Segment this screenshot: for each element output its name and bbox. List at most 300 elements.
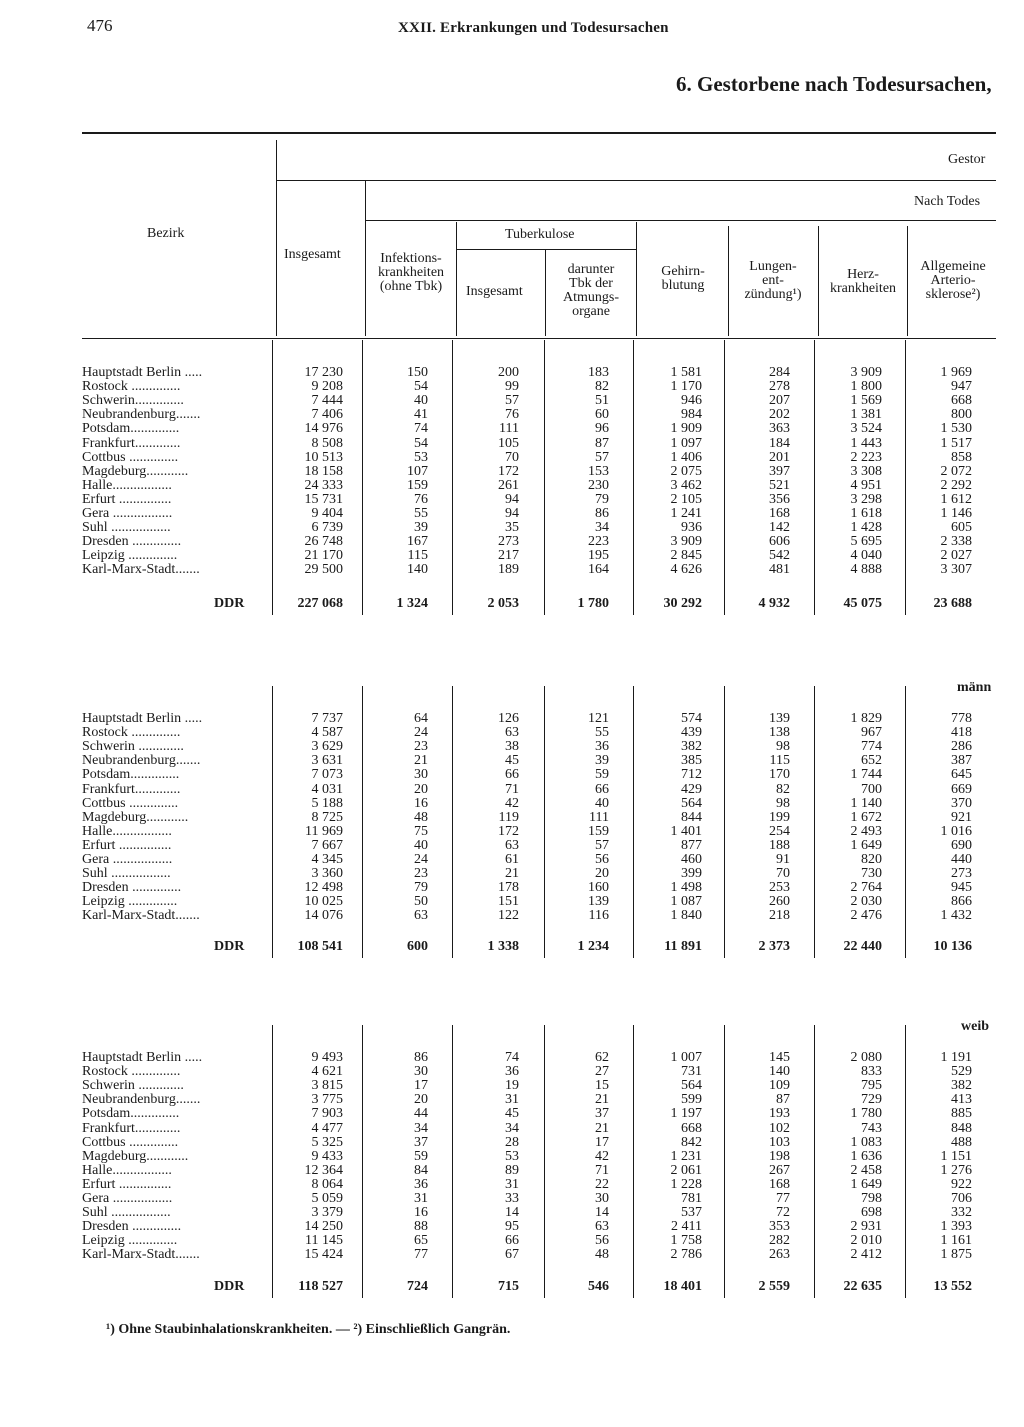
cell-value: 4 040: [850, 548, 882, 564]
cell-value: 34: [595, 520, 609, 536]
header-bezirk: Bezirk: [147, 226, 185, 241]
cell-value: 17: [595, 1134, 609, 1150]
total-value: 1 234: [577, 939, 609, 954]
cell-value: 1 087: [670, 894, 702, 910]
cell-value: 159: [407, 477, 428, 493]
bezirk-name: Erfurt ...............: [82, 1176, 172, 1192]
cell-value: 102: [769, 1120, 790, 1136]
cell-value: 87: [776, 1092, 790, 1108]
cell-value: 3 631: [311, 753, 343, 769]
cell-value: 188: [769, 837, 790, 853]
header-lungen-line: zündung¹): [744, 287, 802, 302]
cell-value: 1 443: [850, 435, 882, 451]
table-row: [0, 1150, 1024, 1164]
table-row: [0, 1051, 1024, 1065]
cell-value: 3 462: [670, 477, 702, 493]
cell-value: 1 097: [670, 435, 702, 451]
cell-value: 253: [769, 880, 790, 896]
cell-value: 1 672: [850, 809, 882, 825]
bezirk-name: Frankfurt.............: [82, 435, 181, 451]
cell-value: 2 027: [940, 548, 972, 564]
cell-value: 267: [769, 1162, 790, 1178]
table-row: [0, 394, 1024, 408]
total-label: DDR: [214, 1279, 245, 1294]
cell-value: 15 731: [304, 491, 343, 507]
cell-value: 16: [414, 795, 428, 811]
total-value: 724: [407, 1279, 428, 1294]
table-row: [0, 465, 1024, 479]
cell-value: 35: [505, 520, 519, 536]
bezirk-name: Hauptstadt Berlin .....: [82, 1050, 203, 1065]
cell-value: 71: [595, 1162, 609, 1178]
cell-value: 440: [951, 852, 972, 867]
cell-value: 9 208: [311, 379, 343, 395]
bezirk-name: Dresden ..............: [82, 1219, 182, 1235]
cell-value: 54: [414, 435, 428, 451]
table-row: [0, 754, 1024, 768]
cell-value: 1 840: [670, 908, 702, 924]
cell-value: 9 433: [311, 1148, 343, 1164]
cell-value: 10 513: [304, 449, 343, 465]
cell-value: 84: [414, 1162, 428, 1178]
cell-value: 1 231: [670, 1148, 702, 1164]
cell-value: 1 140: [850, 795, 882, 811]
bezirk-name: Neubrandenburg.......: [82, 407, 201, 423]
cell-value: 1 401: [670, 823, 702, 839]
total-value: 600: [407, 939, 428, 954]
cell-value: 4 626: [670, 562, 702, 578]
cell-value: 14 076: [304, 908, 343, 924]
cell-value: 57: [595, 449, 609, 465]
cell-value: 111: [589, 809, 609, 825]
cell-value: 778: [951, 711, 972, 726]
cell-value: 1 800: [850, 379, 882, 395]
cell-value: 1 016: [940, 823, 972, 839]
cell-value: 706: [951, 1191, 972, 1206]
cell-value: 86: [414, 1050, 428, 1065]
cell-value: 14: [595, 1205, 609, 1221]
cell-value: 370: [951, 795, 972, 811]
cell-value: 82: [776, 781, 790, 797]
cell-value: 1 618: [850, 506, 882, 521]
cell-value: 109: [769, 1078, 790, 1094]
total-label: DDR: [214, 596, 245, 611]
cell-value: 24: [414, 852, 428, 867]
bezirk-name: Cottbus ..............: [82, 795, 179, 811]
cell-value: 29 500: [304, 562, 343, 578]
cell-value: 59: [414, 1148, 428, 1164]
cell-value: 202: [769, 407, 790, 423]
cell-value: 605: [951, 520, 972, 536]
cell-value: 698: [861, 1205, 882, 1221]
cell-value: 2 493: [850, 823, 882, 839]
cell-value: 4 621: [311, 1064, 343, 1080]
cell-value: 1 241: [670, 506, 702, 521]
table-row: [0, 825, 1024, 839]
cell-value: 65: [414, 1233, 428, 1249]
cell-value: 140: [407, 562, 428, 578]
table-row: [0, 1234, 1024, 1248]
cell-value: 95: [505, 1219, 519, 1235]
bezirk-name: Magdeburg............: [82, 809, 189, 825]
cell-value: 1 780: [850, 1106, 882, 1122]
header-arterio-line: Arterio-: [930, 273, 976, 288]
header-lungen: [730, 260, 816, 302]
cell-value: 387: [951, 753, 972, 769]
cell-value: 2 010: [850, 1233, 882, 1249]
cell-value: 53: [414, 449, 428, 465]
header-infektion: [368, 252, 454, 294]
header-divider-insgesamt: [365, 180, 366, 336]
cell-value: 21: [595, 1120, 609, 1136]
cell-value: 353: [769, 1219, 790, 1235]
cell-value: 77: [414, 1247, 428, 1263]
cell-value: 21: [595, 1092, 609, 1108]
cell-value: 833: [861, 1064, 882, 1080]
cell-value: 2 223: [850, 449, 882, 465]
total-value: 227 068: [297, 596, 343, 611]
header-rule-tuberkulose: [456, 249, 636, 250]
total-value: 1 338: [487, 939, 519, 954]
cell-value: 363: [769, 421, 790, 437]
cell-value: 413: [951, 1092, 972, 1108]
cell-value: 1 432: [940, 908, 972, 924]
cell-value: 193: [769, 1106, 790, 1122]
total-value: 1 324: [396, 596, 428, 611]
cell-value: 3 775: [311, 1092, 343, 1108]
cell-value: 820: [861, 852, 882, 867]
total-value: 546: [588, 1279, 609, 1294]
table-row: [0, 1192, 1024, 1206]
cell-value: 172: [498, 463, 519, 479]
cell-value: 121: [588, 711, 609, 726]
cell-value: 28: [505, 1134, 519, 1150]
cell-value: 1 969: [940, 365, 972, 380]
table-row: [0, 1136, 1024, 1150]
cell-value: 4 587: [311, 725, 343, 741]
cell-value: 668: [951, 393, 972, 409]
cell-value: 947: [951, 379, 972, 395]
cell-value: 31: [505, 1176, 519, 1192]
cell-value: 606: [769, 534, 790, 550]
bezirk-name: Dresden ..............: [82, 880, 182, 896]
cell-value: 1 228: [670, 1176, 702, 1192]
total-value: 2 053: [487, 596, 519, 611]
cell-value: 1 569: [850, 393, 882, 409]
page-number: 476: [87, 16, 113, 35]
cell-value: 116: [588, 908, 609, 924]
table-title: 6. Gestorbene nach Todesursachen,: [676, 72, 992, 96]
cell-value: 172: [498, 823, 519, 839]
bezirk-name: Neubrandenburg.......: [82, 1092, 201, 1108]
cell-value: 260: [769, 894, 790, 910]
cell-value: 2 061: [670, 1162, 702, 1178]
cell-value: 63: [595, 1219, 609, 1235]
cell-value: 1 007: [670, 1050, 702, 1065]
table-row: [0, 1107, 1024, 1121]
bezirk-name: Rostock ..............: [82, 379, 181, 395]
table-row: [0, 1079, 1024, 1093]
cell-value: 96: [595, 421, 609, 437]
table-row: [0, 867, 1024, 881]
cell-value: 20: [595, 866, 609, 882]
cell-value: 4 951: [850, 477, 882, 493]
bezirk-name: Suhl .................: [82, 520, 171, 536]
total-value: 11 891: [664, 939, 702, 954]
table-row: [0, 563, 1024, 577]
cell-value: 460: [681, 852, 702, 867]
cell-value: 729: [861, 1092, 882, 1108]
cell-value: 34: [414, 1120, 428, 1136]
cell-value: 1 875: [940, 1247, 972, 1263]
cell-value: 6 739: [311, 520, 343, 536]
cell-value: 5 325: [311, 1134, 343, 1150]
cell-value: 4 031: [311, 781, 343, 797]
table-row: [0, 549, 1024, 563]
header-insgesamt: Insgesamt: [284, 247, 341, 262]
cell-value: 200: [498, 365, 519, 380]
cell-value: 3 360: [311, 866, 343, 882]
cell-value: 17: [414, 1078, 428, 1094]
cell-value: 164: [588, 562, 609, 578]
header-rule-nach-todes: [365, 220, 996, 221]
cell-value: 1 498: [670, 880, 702, 896]
cell-value: 284: [769, 365, 790, 380]
section-label-weiblich: weib: [961, 1019, 989, 1034]
cell-value: 263: [769, 1247, 790, 1263]
cell-value: 429: [681, 781, 702, 797]
cell-value: 142: [769, 520, 790, 536]
cell-value: 48: [414, 809, 428, 825]
cell-value: 921: [951, 809, 972, 825]
cell-value: 30: [414, 767, 428, 783]
cell-value: 844: [681, 809, 702, 825]
section-label-maennlich: männ: [957, 680, 992, 695]
total-value: 2 373: [758, 939, 790, 954]
bezirk-name: Schwerin .............: [82, 739, 184, 755]
total-row: [0, 940, 1024, 954]
cell-value: 7 667: [311, 837, 343, 853]
cell-value: 8 725: [311, 809, 343, 825]
cell-value: 160: [588, 880, 609, 896]
cell-value: 537: [681, 1205, 702, 1221]
cell-value: 50: [414, 894, 428, 910]
cell-value: 14: [505, 1205, 519, 1221]
bezirk-name: Rostock ..............: [82, 1064, 181, 1080]
cell-value: 36: [505, 1064, 519, 1080]
cell-value: 3 815: [311, 1078, 343, 1094]
cell-value: 800: [951, 407, 972, 423]
table-row: [0, 895, 1024, 909]
cell-value: 731: [681, 1064, 702, 1080]
cell-value: 2 786: [670, 1247, 702, 1263]
cell-value: 564: [681, 1078, 702, 1094]
bezirk-name: Magdeburg............: [82, 1148, 189, 1164]
cell-value: 42: [505, 795, 519, 811]
cell-value: 542: [769, 548, 790, 564]
cell-value: 99: [505, 379, 519, 395]
header-gehirn: [640, 265, 726, 293]
cell-value: 115: [407, 548, 428, 564]
cell-value: 57: [505, 393, 519, 409]
cell-value: 75: [414, 823, 428, 839]
table-row: [0, 1164, 1024, 1178]
cell-value: 218: [769, 908, 790, 924]
cell-value: 2 105: [670, 491, 702, 507]
cell-value: 5 188: [311, 795, 343, 811]
cell-value: 115: [769, 753, 790, 769]
bezirk-name: Cottbus ..............: [82, 1134, 179, 1150]
cell-value: 2 411: [671, 1219, 702, 1235]
cell-value: 45: [505, 1106, 519, 1122]
cell-value: 207: [769, 393, 790, 409]
cell-value: 3 298: [850, 491, 882, 507]
cell-value: 4 888: [850, 562, 882, 578]
cell-value: 217: [498, 548, 519, 564]
header-tbk-insgesamt: Insgesamt: [466, 284, 523, 299]
cell-value: 21: [414, 753, 428, 769]
table-row: [0, 1206, 1024, 1220]
cell-value: 14 976: [304, 421, 343, 437]
cell-value: 23: [414, 739, 428, 755]
cell-value: 1 083: [850, 1134, 882, 1150]
cell-value: 79: [595, 491, 609, 507]
cell-value: 261: [498, 477, 519, 493]
cell-value: 418: [951, 725, 972, 741]
cell-value: 521: [769, 477, 790, 493]
cell-value: 54: [414, 379, 428, 395]
cell-value: 39: [414, 520, 428, 536]
table-row: [0, 839, 1024, 853]
cell-value: 7 073: [311, 767, 343, 783]
cell-value: 24 333: [304, 477, 343, 493]
cell-value: 700: [861, 781, 882, 797]
header-nach-todes: Nach Todes: [914, 194, 981, 209]
header-herz: [819, 268, 907, 296]
cell-value: 781: [681, 1191, 702, 1206]
cell-value: 140: [769, 1064, 790, 1080]
bezirk-name: Dresden ..............: [82, 534, 182, 550]
cell-value: 1 612: [940, 491, 972, 507]
cell-value: 1 829: [850, 711, 882, 726]
total-value: 4 932: [758, 596, 790, 611]
table-row: [0, 1220, 1024, 1234]
cell-value: 382: [681, 739, 702, 755]
header-infektion-line: krankheiten: [377, 265, 445, 280]
cell-value: 795: [861, 1078, 882, 1094]
cell-value: 150: [407, 365, 428, 380]
cell-value: 167: [407, 534, 428, 550]
cell-value: 119: [498, 809, 519, 825]
cell-value: 5 059: [311, 1191, 343, 1206]
cell-value: 922: [951, 1176, 972, 1192]
cell-value: 122: [498, 908, 519, 924]
cell-value: 94: [505, 491, 519, 507]
total-row: [0, 597, 1024, 611]
cell-value: 15 424: [304, 1247, 343, 1263]
header-arterio-line: sklerose²): [925, 287, 981, 302]
bezirk-name: Magdeburg............: [82, 463, 189, 479]
table-row: [0, 521, 1024, 535]
cell-value: 89: [505, 1162, 519, 1178]
cell-value: 18 158: [304, 463, 343, 479]
cell-value: 88: [414, 1219, 428, 1235]
header-infektion-line: Infektions-: [380, 251, 442, 266]
header-herz-line: Herz-: [847, 267, 879, 282]
cell-value: 11 969: [305, 823, 343, 839]
table-row: [0, 783, 1024, 797]
cell-value: 286: [951, 739, 972, 755]
cell-value: 877: [681, 837, 702, 853]
cell-value: 42: [595, 1148, 609, 1164]
table-row: [0, 535, 1024, 549]
bezirk-name: Halle.................: [82, 1162, 172, 1178]
header-divider-herz: [907, 226, 908, 336]
cell-value: 178: [498, 880, 519, 896]
cell-value: 183: [588, 365, 609, 380]
cell-value: 9 493: [311, 1050, 343, 1065]
bezirk-name: Schwerin..............: [82, 393, 184, 409]
cell-value: 2 072: [940, 463, 972, 479]
cell-value: 885: [951, 1106, 972, 1122]
cell-value: 40: [414, 837, 428, 853]
cell-value: 44: [414, 1106, 428, 1122]
cell-value: 67: [505, 1247, 519, 1263]
cell-value: 79: [414, 880, 428, 896]
cell-value: 37: [595, 1106, 609, 1122]
cell-value: 848: [951, 1120, 972, 1136]
cell-value: 55: [595, 725, 609, 741]
cell-value: 1 581: [670, 365, 702, 380]
header-gestor: Gestor: [948, 152, 986, 167]
cell-value: 8 064: [311, 1176, 343, 1192]
header-darunter-line: organe: [572, 304, 610, 319]
cell-value: 30: [414, 1064, 428, 1080]
header-gehirn-line: Gehirn-: [661, 264, 705, 279]
bezirk-name: Suhl .................: [82, 1205, 171, 1221]
table-row: [0, 726, 1024, 740]
table-row: [0, 507, 1024, 521]
cell-value: 10 025: [304, 894, 343, 910]
cell-value: 945: [951, 880, 972, 896]
header-arterio: [909, 260, 997, 302]
cell-value: 168: [769, 1176, 790, 1192]
cell-value: 199: [769, 809, 790, 825]
total-value: 22 440: [843, 939, 882, 954]
cell-value: 40: [414, 393, 428, 409]
table-row: [0, 437, 1024, 451]
cell-value: 151: [498, 894, 519, 910]
cell-value: 66: [505, 767, 519, 783]
cell-value: 36: [595, 739, 609, 755]
cell-value: 63: [505, 725, 519, 741]
cell-value: 332: [951, 1205, 972, 1221]
cell-value: 198: [769, 1148, 790, 1164]
cell-value: 7 406: [311, 407, 343, 423]
cell-value: 153: [588, 463, 609, 479]
cell-value: 98: [776, 795, 790, 811]
total-value: 30 292: [663, 596, 702, 611]
table-row: [0, 479, 1024, 493]
cell-value: 107: [407, 463, 428, 479]
cell-value: 278: [769, 379, 790, 395]
header-herz-line: krankheiten: [829, 281, 897, 296]
cell-value: 1 428: [850, 520, 882, 536]
cell-value: 66: [505, 1233, 519, 1249]
header-darunter: [547, 263, 635, 319]
cell-value: 59: [595, 767, 609, 783]
table-row: [0, 408, 1024, 422]
